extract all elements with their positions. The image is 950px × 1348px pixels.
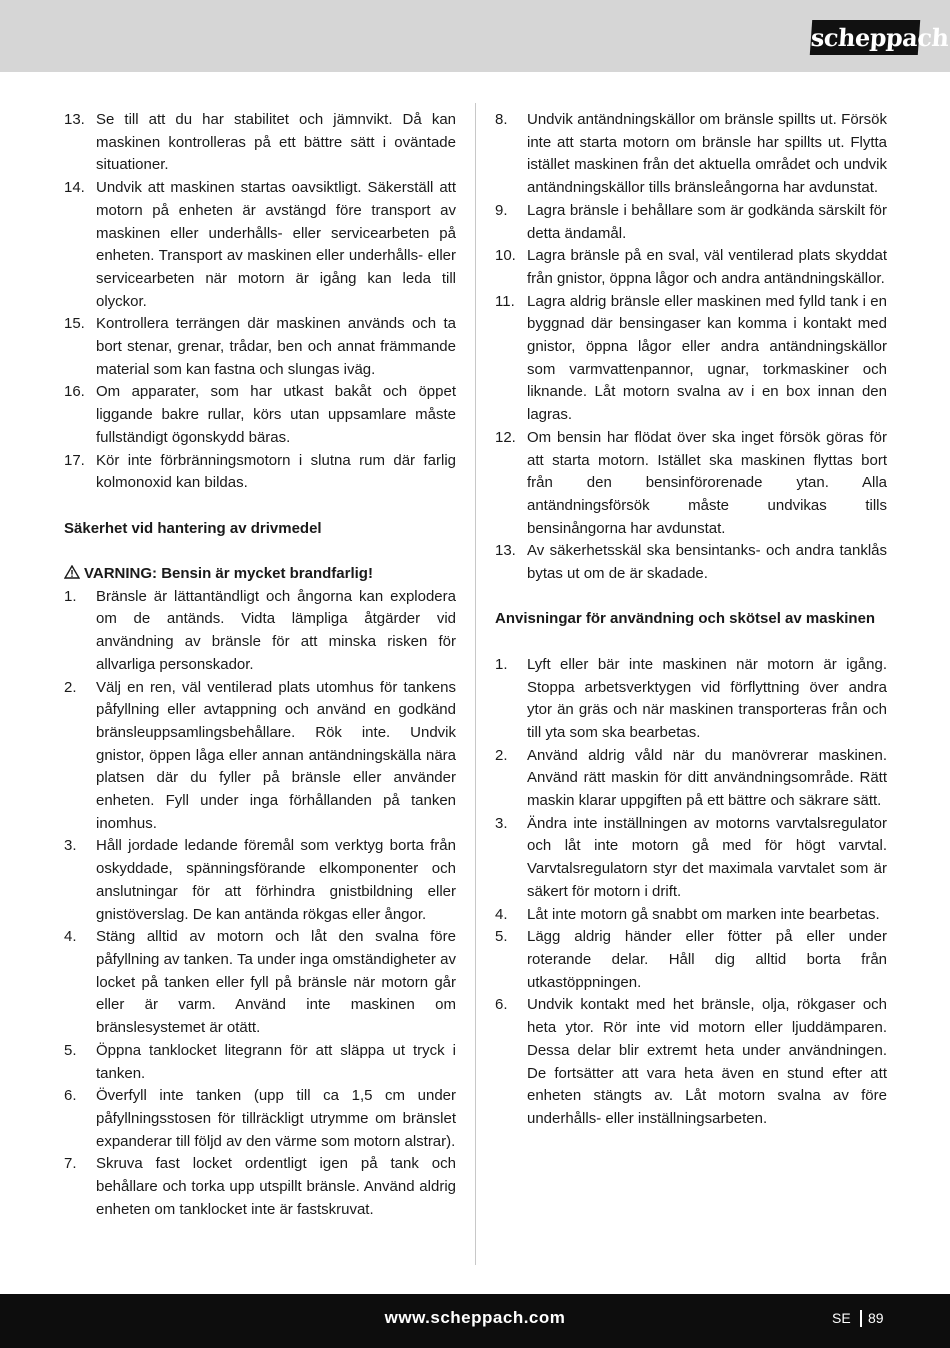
item-number: 6. xyxy=(64,1087,77,1105)
language-code: SE xyxy=(832,1310,851,1326)
list-item xyxy=(64,926,456,1040)
item-text: Skruva fast locket ordentligt igen på tank och behållare och torka upp utspillt bränsle. Använd aldrig enheten om tanklocket inte är fastskruvat. xyxy=(96,1155,456,1218)
item-number: 3. xyxy=(495,814,508,832)
list-item xyxy=(495,200,887,245)
list-item xyxy=(495,654,887,745)
usage-heading: Anvisningar för användning och skötsel av maskinen xyxy=(495,610,876,628)
item-text: Om bensin har flödat över ska inget försök göras för att starta motorn. Istället ska maskinen flyttas bort från den bensinförorenade ytan. Alla antändningsförsök måste undvikas tills bensinångorna har avdunstat. xyxy=(527,428,887,537)
page-number: 89 xyxy=(868,1310,884,1326)
item-text: Undvik att maskinen startas oavsiktligt. Säkerställ att motorn på enheten är avstängd före transport av maskinen eller underhålls- eller servicearbeten på enheten. Transport av maskinen eller underhålls- eller servicearbeten när motorn är igång kan leda till olyckor. xyxy=(96,179,456,310)
item-number: 11. xyxy=(495,292,515,310)
item-text: Stäng alltid av motorn och låt den svalna före påfyllning av tanken. Ta under inga omständigheter av locket på tanken eller fyll på bränsle när motorn går eller är varm. Använd inte maskinen om bränslesystemet är otätt. xyxy=(96,928,456,1037)
website-link[interactable]: www.scheppach.com xyxy=(384,1308,566,1327)
list-item xyxy=(495,994,887,1130)
item-number: 6. xyxy=(495,996,508,1014)
list-item xyxy=(495,427,887,541)
list-item xyxy=(495,926,887,994)
list-item xyxy=(64,177,456,313)
item-number: 8. xyxy=(495,111,508,128)
list-item xyxy=(64,313,456,381)
item-text: Lagra bränsle i behållare som är godkända särskilt för detta ändamål. xyxy=(527,201,887,242)
item-number: 15. xyxy=(64,315,85,333)
list-item xyxy=(64,1085,456,1153)
list-item xyxy=(495,813,887,904)
item-number: 16. xyxy=(64,383,85,401)
item-text: Lyft eller bär inte maskinen när motorn är igång. Stoppa arbetsverktygen vid förflyttning över andra ytor än gräs och när maskinen transporteras från och till yta som ska bearbetas. xyxy=(527,655,887,741)
item-number: 12. xyxy=(495,428,516,446)
header-band xyxy=(0,0,950,72)
item-number: 3. xyxy=(64,837,77,855)
list-item xyxy=(64,381,456,449)
usage-list xyxy=(495,654,887,1131)
brand-logo: scheppach xyxy=(810,20,920,55)
list-item xyxy=(64,109,456,177)
item-text: Ändra inte inställningen av motorns varvtalsregulator och låt inte motorn gå med för högt varvtal. Varvtalsregulatorn styr det maximala varvtalet som är säkert för motorn i drift. xyxy=(527,814,887,900)
item-text: Lagra bränsle på en sval, väl ventilerad plats skyddat från gnistor, öppna lågor och andra antändningskällor. xyxy=(527,247,887,287)
item-number: 13. xyxy=(495,542,516,560)
list-item xyxy=(64,677,456,836)
list-item xyxy=(64,835,456,926)
item-text: Använd aldrig våld när du manövrerar maskinen. Använd rätt maskin för ditt användningsområde. Rätt maskin klarar uppgiften på ett bättre och säkrare sätt. xyxy=(527,746,887,810)
item-text: Håll jordade ledande föremål som verktyg borta från oskyddade, spänningsförande elkomponenter och anslutningar för att förhindra gnistbildning eller gnistöverslag. De kan antända rökgas eller ångor. xyxy=(96,837,456,923)
item-number: 2. xyxy=(64,678,77,696)
item-text: Om apparater, som har utkast bakåt och öppet liggande bakre rullar, körs utan uppsamlare måste fullständigt ögonskydd bäras. xyxy=(96,383,456,446)
item-number: 4. xyxy=(495,905,508,923)
item-text: Öppna tanklocket litegrann för att släppa ut tryck i tanken. xyxy=(96,1041,456,1082)
item-text: Undvik antändningskällor om bränsle spillts ut. Försök inte att starta motorn om bränsle har spillts ut. Flytta istället maskinen från det aktuella området och undvik antändningskällor tills bränsleångorna har avdunstat. xyxy=(527,111,887,197)
item-text: Undvik kontakt med het bränsle, olja, rökgaser och heta ytor. Rör inte vid motorn eller ljuddämparen. Dessa delar blir extremt heta under användningen. De fortsätter att vara heta även en stund efter att enheten stängts av. Låt motorn svalna av före underhålls- eller inställningsarbeten. xyxy=(527,996,887,1127)
right-column xyxy=(495,109,887,1131)
item-number: 7. xyxy=(64,1155,77,1173)
item-number: 10. xyxy=(495,247,516,265)
list-item xyxy=(64,1153,456,1221)
list-item xyxy=(495,245,887,290)
item-text: Lägg aldrig händer eller fötter på eller under roterande delar. Håll dig alltid borta från utkastöppningen. xyxy=(527,928,887,991)
item-number: 13. xyxy=(64,111,85,128)
item-number: 2. xyxy=(495,746,508,764)
item-text: Välj en ren, väl ventilerad plats utomhus för tankens påfyllning eller avtappning och använd en godkänd bränsleuppsamlingsbehållare. Rök inte. Undvik gnistor, öppen låga eller annan antändningskälla nära platsen där du fyller på bränsle eller använder enheten. Fyll under inga förhållanden på tanken inomhus. xyxy=(96,678,456,832)
fuel-safety-heading: Säkerhet vid hantering av drivmedel xyxy=(64,519,322,537)
list-item xyxy=(495,109,887,200)
page-footer xyxy=(0,1294,950,1348)
safety-list-continued xyxy=(64,109,456,495)
list-item xyxy=(64,450,456,495)
list-item xyxy=(495,904,887,927)
list-item xyxy=(495,540,887,585)
item-text: Bränsle är lättantändligt och ångorna kan explodera om de antänds. Vidta lämpliga åtgärder vid användning av bränsle för att minska risken för allvarliga personskador. xyxy=(96,587,456,673)
item-number: 5. xyxy=(64,1041,77,1059)
item-text: Se till att du har stabilitet och jämnvikt. Då kan maskinen kontrolleras på ett bättre sätt i oväntade situationer. xyxy=(96,111,456,174)
item-text: Överfyll inte tanken (upp till ca 1,5 cm under påfyllningsstosen för tillräckligt utrymme om bränslet expanderar till följd av den värme som motorn alstrar). xyxy=(96,1087,456,1150)
warning-text: VARNING: Bensin är mycket brandfarlig! xyxy=(84,565,373,583)
item-number: 1. xyxy=(495,655,508,673)
fuel-list-part2 xyxy=(495,109,887,586)
item-number: 4. xyxy=(64,928,77,946)
item-text: Kör inte förbränningsmotorn i slutna rum där farlig kolmonoxid kan bildas. xyxy=(96,451,456,492)
list-item xyxy=(495,745,887,813)
item-text: Av säkerhetsskäl ska bensintanks- och andra tanklås bytas ut om de är skadade. xyxy=(527,542,887,583)
item-text: Låt inte motorn gå snabbt om marken inte bearbetas. xyxy=(527,905,880,923)
warning-triangle-icon xyxy=(64,565,80,579)
item-number: 14. xyxy=(64,179,85,197)
list-item xyxy=(495,291,887,427)
item-number: 9. xyxy=(495,201,508,219)
item-text: Lagra aldrig bränsle eller maskinen med fylld tank i en byggnad där bensingaser kan komma i kontakt med gnistor, öppna lågor eller andra antändningskällor som varmvattenpannor, ugnar, torkmaskiner och liknande. Låt motorn svalna av i en box innan den lagras. xyxy=(527,292,887,424)
item-number: 5. xyxy=(495,928,508,946)
item-number: 1. xyxy=(64,587,77,605)
list-item xyxy=(64,1040,456,1085)
column-divider xyxy=(475,103,476,1265)
left-column xyxy=(64,109,456,1221)
item-text: Kontrollera terrängen där maskinen används och ta bort stenar, grenar, trådar, ben och annat främmande material som kan fastna och slungas iväg. xyxy=(96,315,456,378)
fuel-list-part1 xyxy=(64,586,456,1222)
list-item xyxy=(64,586,456,677)
item-number: 17. xyxy=(64,451,85,469)
warning-line xyxy=(64,563,456,586)
footer-divider xyxy=(860,1310,862,1327)
